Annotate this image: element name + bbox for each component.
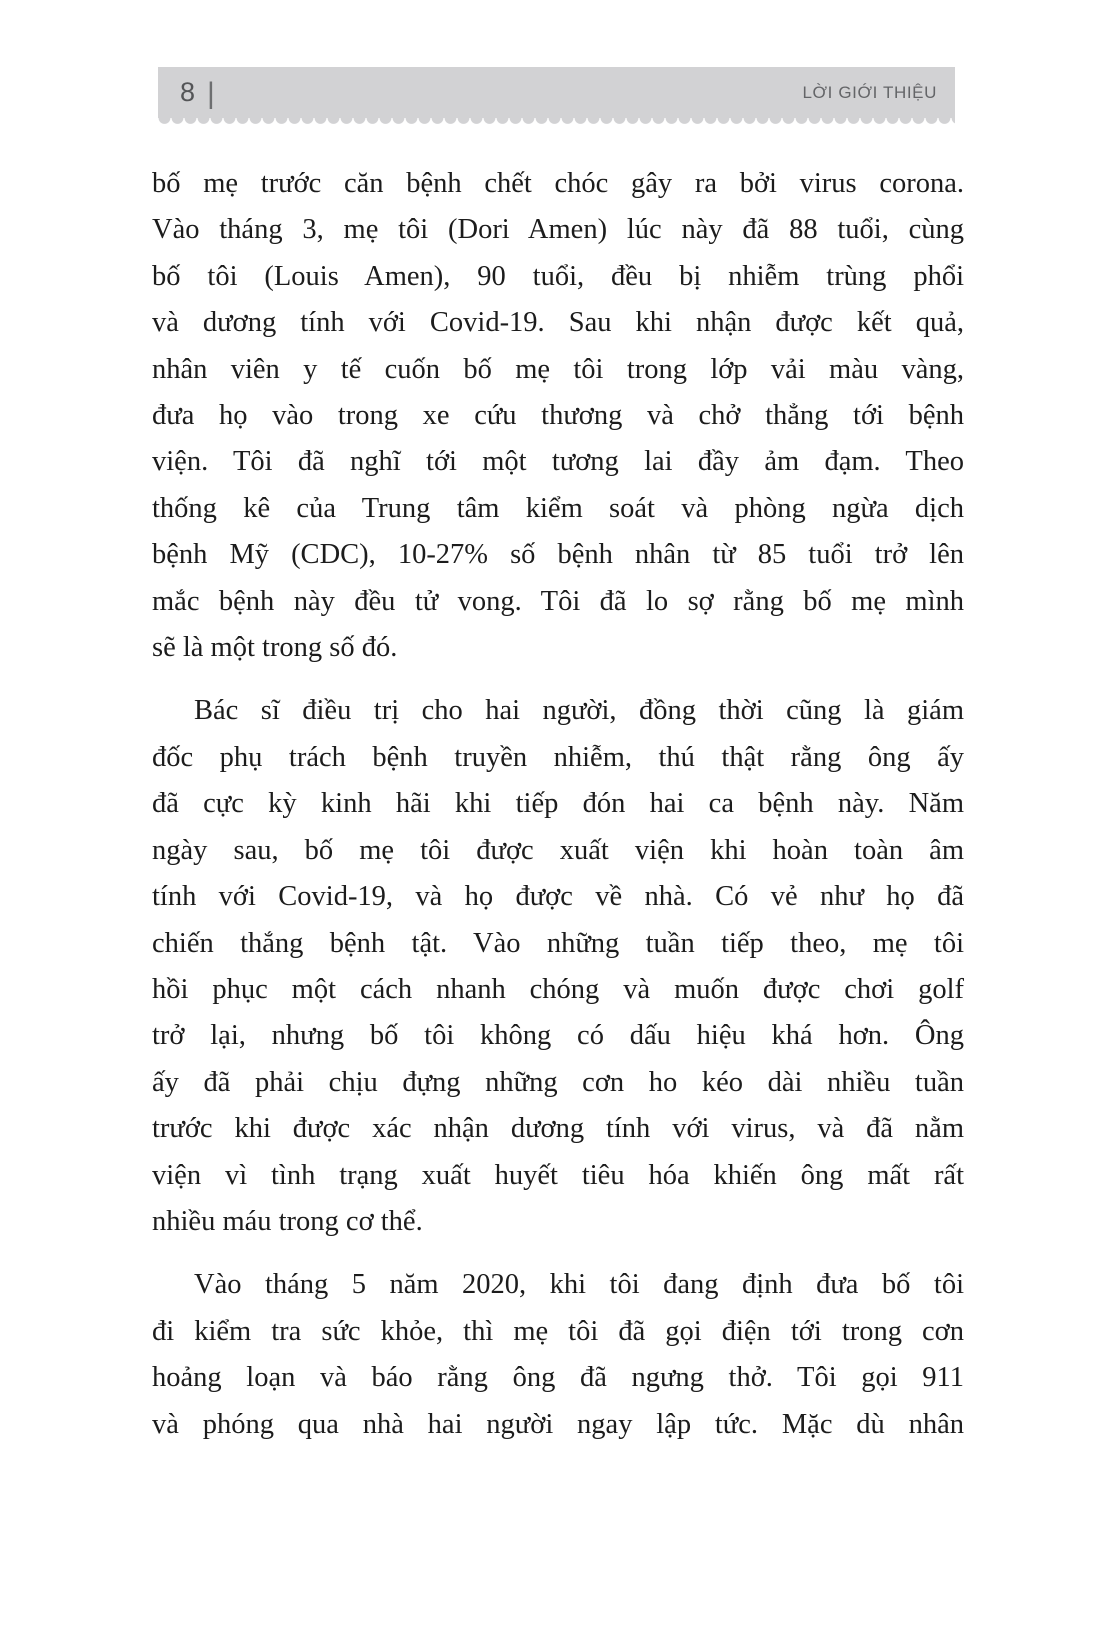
header-separator: |: [207, 76, 215, 110]
text-line: bệnh Mỹ (CDC), 10-27% số bệnh nhân từ 85 tuổi trở lên: [152, 539, 964, 571]
text-line: chiến thắng bệnh tật. Vào những tuần tiếp theo, mẹ tôi: [152, 927, 964, 959]
header-scalloped-edge: [158, 118, 955, 125]
page-number: 8: [180, 77, 196, 107]
text-line: hồi phục một cách nhanh chóng và muốn được chơi golf: [152, 973, 964, 1005]
text-line: hoảng loạn và báo rằng ông đã ngưng thở. Tôi gọi 911: [152, 1362, 964, 1394]
text-line: tính với Covid-19, và họ được về nhà. Có vẻ như họ đã: [152, 881, 964, 913]
text-line: viện vì tình trạng xuất huyết tiêu hóa khiến ông mất rất: [152, 1159, 964, 1191]
text-line: và phóng qua nhà hai người ngay lập tức. Mặc dù nhân: [152, 1408, 964, 1440]
text-line: sẽ là một trong số đó.: [152, 632, 398, 664]
text-line: nhiều máu trong cơ thể.: [152, 1205, 423, 1237]
text-line: nhân viên y tế cuốn bố mẹ tôi trong lớp vải màu vàng,: [152, 353, 964, 385]
text-line: đã cực kỳ kinh hãi khi tiếp đón hai ca bệnh này. Năm: [152, 788, 964, 820]
text-line: ấy đã phải chịu đựng những cơn ho kéo dài nhiều tuần: [152, 1066, 964, 1098]
text-line: Bác sĩ điều trị cho hai người, đồng thời cũng là giám: [194, 695, 964, 727]
text-line: ngày sau, bố mẹ tôi được xuất viện khi hoàn toàn âm: [152, 834, 964, 866]
page-number-group: [180, 78, 215, 108]
running-title: LỜI GIỚI THIỆU: [802, 82, 937, 102]
text-line: thống kê của Trung tâm kiểm soát và phòng ngừa dịch: [152, 492, 964, 524]
paragraph: [152, 1262, 964, 1448]
text-line: bố tôi (Louis Amen), 90 tuổi, đều bị nhiễm trùng phổi: [152, 260, 964, 292]
text-line: và dương tính với Covid-19. Sau khi nhận được kết quả,: [152, 307, 964, 339]
text-line: đưa họ vào trong xe cứu thương và chở thẳng tới bệnh: [152, 400, 964, 432]
text-line: đi kiểm tra sức khỏe, thì mẹ tôi đã gọi điện tới trong cơn: [152, 1315, 964, 1347]
text-line: mắc bệnh này đều tử vong. Tôi đã lo sợ rằng bố mẹ mình: [152, 585, 964, 617]
text-line: trước khi được xác nhận dương tính với virus, và đã nằm: [152, 1113, 964, 1145]
page-body: [152, 161, 964, 1448]
page-header: [158, 67, 955, 118]
text-line: đốc phụ trách bệnh truyền nhiễm, thú thật rằng ông ấy: [152, 741, 964, 773]
paragraph: [152, 161, 964, 671]
text-line: Vào tháng 5 năm 2020, khi tôi đang định đưa bố tôi: [194, 1269, 964, 1301]
text-line: Vào tháng 3, mẹ tôi (Dori Amen) lúc này đã 88 tuổi, cùng: [152, 214, 964, 246]
text-line: bố mẹ trước căn bệnh chết chóc gây ra bởi virus corona.: [152, 168, 964, 199]
paragraph: [152, 688, 964, 1245]
text-line: viện. Tôi đã nghĩ tới một tương lai đầy ảm đạm. Theo: [152, 446, 964, 478]
text-line: trở lại, nhưng bố tôi không có dấu hiệu khá hơn. Ông: [152, 1020, 964, 1052]
